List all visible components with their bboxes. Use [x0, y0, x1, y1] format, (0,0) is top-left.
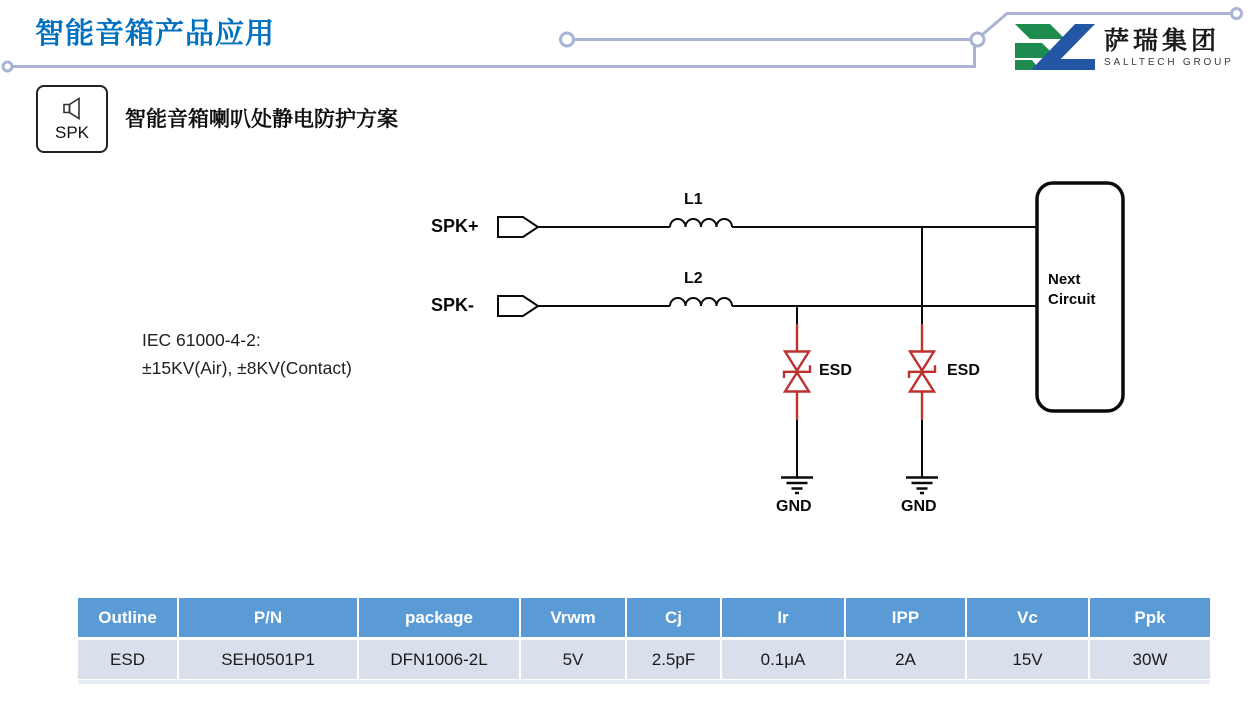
iec-line1: IEC 61000-4-2:: [142, 330, 261, 350]
table-header-cell: Cj: [627, 598, 720, 637]
spk-box-label: SPK: [54, 123, 90, 142]
esd-diode-1: [784, 324, 810, 420]
table-cell: 15V: [967, 640, 1088, 679]
table-header-cell: Ppk: [1090, 598, 1210, 637]
table-cell: 0.1μA: [722, 640, 844, 679]
label-gnd-2: GND: [901, 498, 937, 515]
label-next-circuit: Next Circuit: [1048, 271, 1096, 308]
net-tag-spk-minus: [498, 296, 538, 316]
spk-icon-box: [36, 85, 108, 153]
table-header-cell: Ir: [722, 598, 844, 637]
salltech-logo-icon: [1012, 22, 1096, 72]
inductor-l1: [670, 219, 732, 227]
table-header-cell: P/N: [179, 598, 357, 637]
table-cell: 30W: [1090, 640, 1210, 679]
table-header-cell: Vrwm: [521, 598, 625, 637]
logo-text-en: SALLTECH GROUP: [1104, 56, 1234, 68]
table-header-cell: Vc: [967, 598, 1088, 637]
table-cell: ESD: [78, 640, 177, 679]
esd-diode-2: [909, 324, 935, 420]
spec-table: [78, 598, 1210, 684]
iec-standard-note: [142, 326, 352, 382]
table-data-row: [78, 640, 1210, 679]
label-inductor-l2: L2: [684, 270, 703, 287]
table-header-cell: Outline: [78, 598, 177, 637]
table-header-cell: IPP: [846, 598, 965, 637]
circuit-wires: [498, 217, 1037, 477]
gnd-symbol-2: [906, 478, 938, 494]
label-esd-2: ESD: [947, 362, 980, 379]
page-title: 智能音箱产品应用: [35, 18, 276, 50]
table-cell: SEH0501P1: [179, 640, 357, 679]
company-logo: [1012, 22, 1234, 72]
inductor-l2: [670, 298, 732, 306]
table-header-cell: package: [359, 598, 519, 637]
table-cell: DFN1006-2L: [359, 640, 519, 679]
logo-text-cn: 萨瑞集团: [1104, 26, 1221, 55]
section-subtitle: 智能音箱喇叭处静电防护方案: [125, 108, 398, 131]
gnd-symbol-1: [781, 478, 813, 494]
table-cell: 2.5pF: [627, 640, 720, 679]
table-header-row: [78, 598, 1210, 637]
table-bottom-border: [78, 680, 1210, 684]
label-spk-plus: SPK+: [431, 216, 479, 236]
table-cell: 2A: [846, 640, 965, 679]
net-tag-spk-plus: [498, 217, 538, 237]
speaker-icon: [60, 95, 84, 121]
table-cell: 5V: [521, 640, 625, 679]
label-spk-minus: SPK-: [431, 295, 475, 315]
label-gnd-1: GND: [776, 498, 812, 515]
iec-line2: ±15KV(Air), ±8KV(Contact): [142, 358, 352, 378]
label-esd-1: ESD: [819, 362, 852, 379]
label-inductor-l1: L1: [684, 191, 703, 208]
